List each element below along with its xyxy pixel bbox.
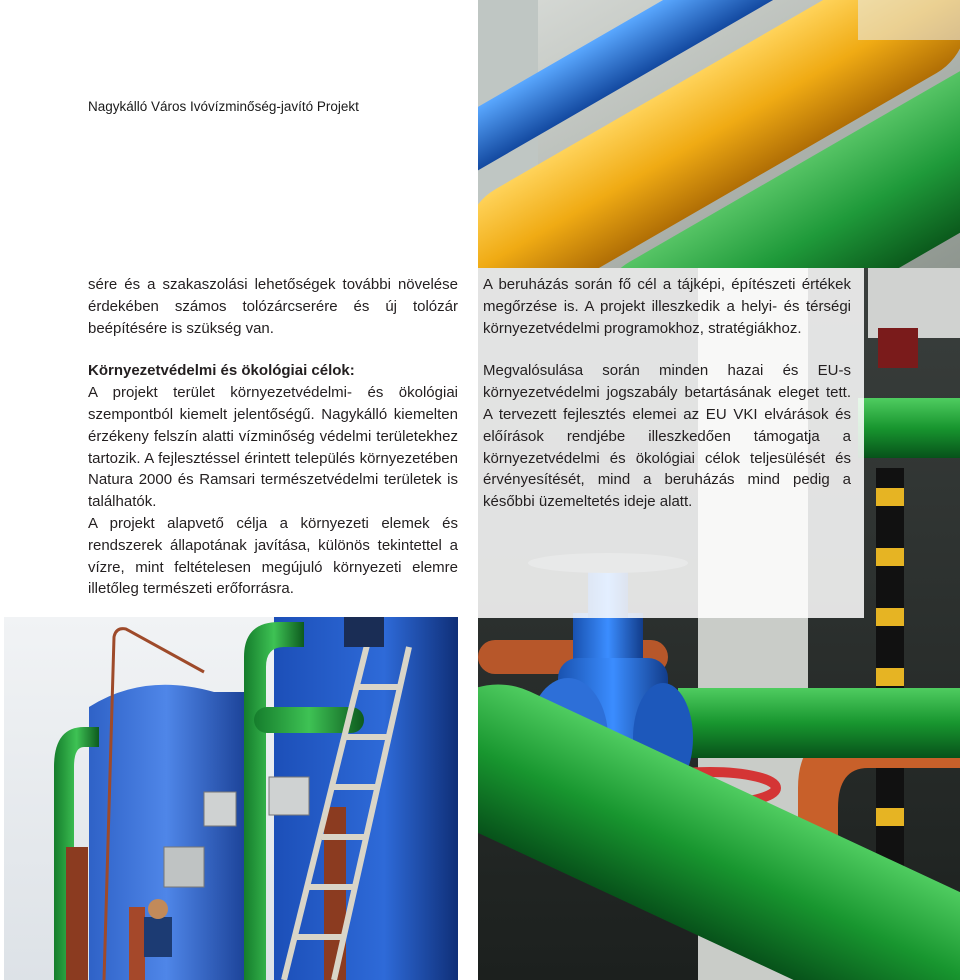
- paragraph-goal: A projekt alapvető célja a környezeti elemek és rendszerek állapotának javítása, különös tekintettel a vízre, mint feltételesen megújuló környezeti elemre illetőleg természeti erőforrásra.: [88, 514, 458, 598]
- document-title: Nagykálló Város Ivóvízminőség-javító Projekt: [88, 99, 359, 114]
- paragraph-environment: A projekt terület környezetvédelmi- és ökológiai szempontból kiemelt jelentőségű. Nagykálló kiemelten érzékeny felszín alatti vízminőség védelmi területekhez tartozik. A fejlesztéssel érintett település környezetében Natura 2000 és Ramsari természetvédelmi területek is találhatók.: [88, 384, 458, 511]
- left-text-column: [88, 274, 458, 600]
- paragraph-values: A beruházás során fő cél a tájképi, építészeti értékek megőrzése is. A projekt illeszkedik a helyi- és térségi környezetvédelmi programokhoz, stratégiákhoz.: [483, 276, 851, 337]
- paragraph-continuation: sére és a szakaszolási lehetőségek további növelése érdekében számos tolózárcserére és új tolózár beépítésére is szükség van.: [88, 276, 458, 337]
- photo-colored-pipes: [478, 0, 960, 268]
- photo-water-tanks: [4, 617, 458, 980]
- right-text-column: [483, 274, 851, 513]
- section-heading: Környezetvédelmi és ökológiai célok:: [88, 362, 355, 380]
- paragraph-implementation: Megvalósulása során minden hazai és EU-s környezetvédelmi jogszabály betartásának eleget tett. A tervezett fejlesztés elemei az EU VKI elvárások és előírások rendjébe illeszkedően támogatja a környezetvédelmi és ökológiai célok teljesülését és érvényesítését, mind a beruházás mind pedig a későbbi üzemeltetés ideje alatt.: [483, 362, 851, 511]
